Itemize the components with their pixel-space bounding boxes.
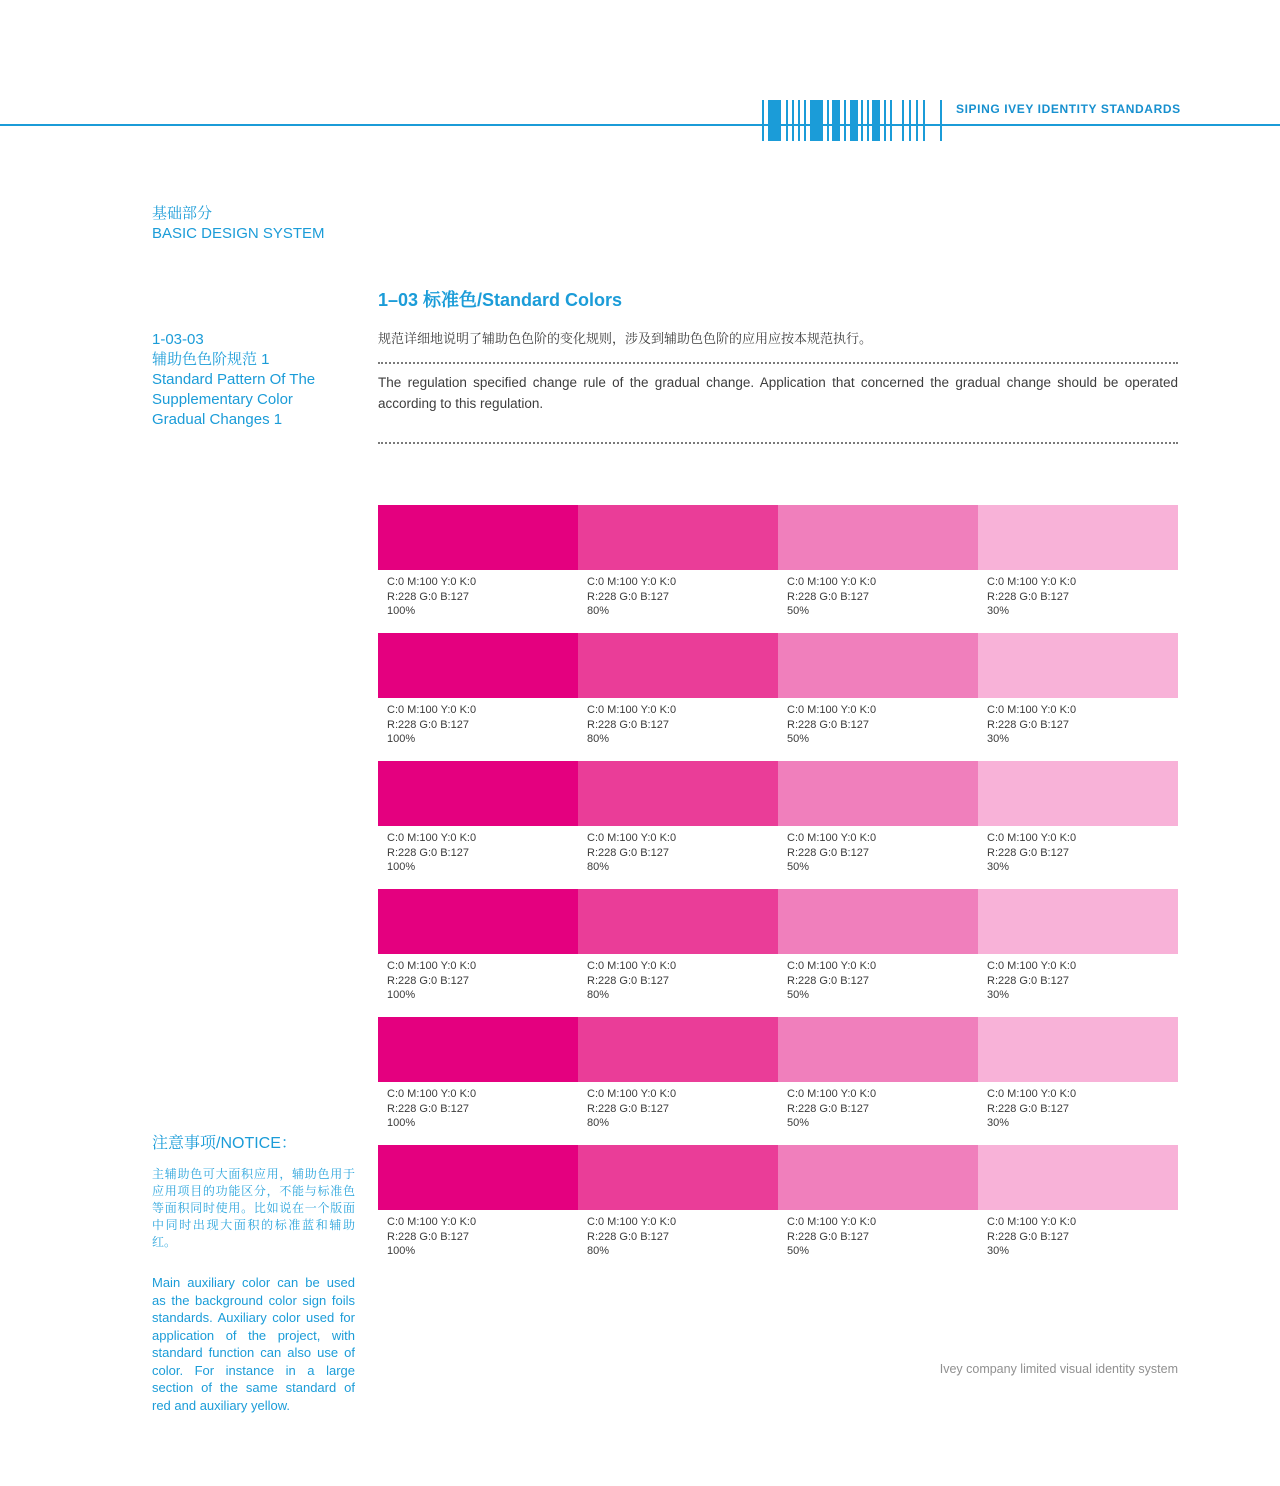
swatch-label: [978, 1210, 1178, 1259]
color-swatch-100: [378, 889, 578, 954]
swatch-rgb-label: R:228 G:0 B:127: [987, 974, 1069, 987]
barcode-icon: [762, 100, 925, 141]
swatch-row: [378, 761, 1178, 889]
swatch-strip: [378, 889, 1178, 954]
swatch-label: [978, 1082, 1178, 1131]
swatch-rgb-label: R:228 G:0 B:127: [987, 1102, 1069, 1115]
color-swatch-100: [378, 633, 578, 698]
swatch-cmyk-label: C:0 M:100 Y:0 K:0: [787, 704, 877, 716]
swatch-percent-label: 50%: [787, 605, 810, 617]
swatch-percent-label: 80%: [587, 989, 610, 1001]
color-swatch-50: [778, 761, 978, 826]
color-swatch-80: [578, 1017, 778, 1082]
color-swatch-80: [578, 761, 778, 826]
swatch-label: [378, 1082, 578, 1131]
color-swatch-100: [378, 761, 578, 826]
swatch-strip: [378, 761, 1178, 826]
swatch-label: [378, 826, 578, 875]
swatch-cmyk-label: C:0 M:100 Y:0 K:0: [987, 960, 1077, 972]
swatch-rgb-label: R:228 G:0 B:127: [587, 1230, 669, 1243]
swatch-label: [778, 698, 978, 747]
swatch-rgb-label: R:228 G:0 B:127: [387, 718, 469, 731]
swatch-rgb-label: R:228 G:0 B:127: [787, 590, 869, 603]
swatch-strip: [378, 633, 1178, 698]
intro-paragraph-zh: 规范详细地说明了辅助色色阶的变化规则，涉及到辅助色色阶的应用应按本规范执行。: [378, 331, 873, 346]
swatch-label: [378, 954, 578, 1003]
swatch-cmyk-label: C:0 M:100 Y:0 K:0: [387, 576, 477, 588]
notice-body-en: Main auxiliary color can be used as the background color sign foils standards. Auxiliary color used for application of the project, with standard function can also use of color. For instance in a large section of the same standard of red and auxiliary yellow.: [152, 1275, 355, 1413]
swatch-strip: [378, 1145, 1178, 1210]
color-swatch-100: [378, 505, 578, 570]
swatch-label: [778, 954, 978, 1003]
swatch-percent-label: 50%: [787, 733, 810, 745]
swatch-rgb-label: R:228 G:0 B:127: [587, 846, 669, 859]
color-swatch-80: [578, 633, 778, 698]
swatch-label: [578, 826, 778, 875]
swatch-cmyk-label: C:0 M:100 Y:0 K:0: [387, 1088, 477, 1100]
swatch-cmyk-label: C:0 M:100 Y:0 K:0: [587, 704, 677, 716]
swatch-percent-label: 100%: [387, 1117, 416, 1129]
swatch-cmyk-label: C:0 M:100 Y:0 K:0: [587, 1088, 677, 1100]
sidebar-section-index: [152, 330, 315, 430]
swatch-rgb-label: R:228 G:0 B:127: [587, 974, 669, 987]
swatch-cmyk-label: C:0 M:100 Y:0 K:0: [987, 704, 1077, 716]
section-title-en-line: Gradual Changes 1: [152, 411, 283, 428]
notice-section: [152, 1130, 355, 1414]
section-title-en-line: Standard Pattern Of The: [152, 371, 316, 388]
color-swatch-100: [378, 1017, 578, 1082]
swatch-percent-label: 100%: [387, 605, 416, 617]
swatch-cmyk-label: C:0 M:100 Y:0 K:0: [787, 832, 877, 844]
swatch-rgb-label: R:228 G:0 B:127: [387, 590, 469, 603]
swatch-percent-label: 80%: [587, 1245, 610, 1257]
color-swatch-80: [578, 1145, 778, 1210]
swatch-rgb-label: R:228 G:0 B:127: [787, 974, 869, 987]
color-swatch-30: [978, 633, 1178, 698]
swatch-cmyk-label: C:0 M:100 Y:0 K:0: [987, 832, 1077, 844]
section-label: [152, 204, 325, 244]
swatch-label: [778, 826, 978, 875]
swatch-rgb-label: R:228 G:0 B:127: [987, 590, 1069, 603]
color-swatch-100: [378, 1145, 578, 1210]
color-swatch-30: [978, 761, 1178, 826]
color-swatch-50: [778, 889, 978, 954]
swatch-rgb-label: R:228 G:0 B:127: [587, 1102, 669, 1115]
swatch-percent-label: 80%: [587, 605, 610, 617]
swatch-cmyk-label: C:0 M:100 Y:0 K:0: [387, 832, 477, 844]
swatch-labels: [378, 1210, 1178, 1259]
header-rule: [0, 124, 1280, 126]
swatch-percent-label: 100%: [387, 733, 416, 745]
swatch-labels: [378, 1082, 1178, 1131]
section-title-zh: 辅助色色阶规范 1: [152, 351, 270, 368]
color-swatch-50: [778, 633, 978, 698]
swatch-cmyk-label: C:0 M:100 Y:0 K:0: [987, 1088, 1077, 1100]
swatch-percent-label: 50%: [787, 861, 810, 873]
swatch-cmyk-label: C:0 M:100 Y:0 K:0: [387, 704, 477, 716]
swatch-percent-label: 80%: [587, 733, 610, 745]
swatch-rgb-label: R:228 G:0 B:127: [387, 846, 469, 859]
swatch-label: [978, 954, 1178, 1003]
swatch-rgb-label: R:228 G:0 B:127: [787, 718, 869, 731]
swatch-percent-label: 50%: [787, 1117, 810, 1129]
swatch-percent-label: 30%: [987, 1245, 1010, 1257]
swatch-label: [378, 570, 578, 619]
swatch-percent-label: 30%: [987, 861, 1010, 873]
color-swatch-30: [978, 889, 1178, 954]
swatch-cmyk-label: C:0 M:100 Y:0 K:0: [587, 576, 677, 588]
swatch-rgb-label: R:228 G:0 B:127: [987, 846, 1069, 859]
swatch-percent-label: 50%: [787, 989, 810, 1001]
swatch-row: [378, 889, 1178, 1017]
swatch-percent-label: 50%: [787, 1245, 810, 1257]
swatch-rgb-label: R:228 G:0 B:127: [787, 846, 869, 859]
swatch-rgb-label: R:228 G:0 B:127: [387, 1102, 469, 1115]
swatch-rgb-label: R:228 G:0 B:127: [587, 718, 669, 731]
color-swatch-30: [978, 1017, 1178, 1082]
swatch-rgb-label: R:228 G:0 B:127: [587, 590, 669, 603]
swatch-label: [378, 1210, 578, 1259]
swatch-cmyk-label: C:0 M:100 Y:0 K:0: [987, 1216, 1077, 1228]
swatch-cmyk-label: C:0 M:100 Y:0 K:0: [787, 576, 877, 588]
swatch-cmyk-label: C:0 M:100 Y:0 K:0: [987, 576, 1077, 588]
swatch-cmyk-label: C:0 M:100 Y:0 K:0: [387, 1216, 477, 1228]
swatch-label: [978, 698, 1178, 747]
swatch-cmyk-label: C:0 M:100 Y:0 K:0: [787, 960, 877, 972]
color-swatch-80: [578, 889, 778, 954]
swatch-percent-label: 100%: [387, 861, 416, 873]
swatch-percent-label: 100%: [387, 1245, 416, 1257]
section-label-zh: 基础部分: [152, 205, 213, 222]
swatch-row: [378, 633, 1178, 761]
swatch-labels: [378, 954, 1178, 1003]
swatch-percent-label: 30%: [987, 733, 1010, 745]
swatch-rgb-label: R:228 G:0 B:127: [787, 1102, 869, 1115]
section-title-en-line: Supplementary Color: [152, 391, 293, 408]
swatch-label: [978, 570, 1178, 619]
notice-body-zh: 主辅助色可大面积应用，辅助色用于应用项目的功能区分，不能与标准色等面积同时使用。比如说在一个版面中同时出现大面积的标准蓝和辅助红。: [152, 1167, 355, 1249]
swatch-row: [378, 1145, 1178, 1273]
color-swatch-80: [578, 505, 778, 570]
swatch-cmyk-label: C:0 M:100 Y:0 K:0: [587, 960, 677, 972]
swatch-rgb-label: R:228 G:0 B:127: [387, 1230, 469, 1243]
swatch-cmyk-label: C:0 M:100 Y:0 K:0: [787, 1216, 877, 1228]
swatch-label: [578, 698, 778, 747]
swatch-percent-label: 80%: [587, 861, 610, 873]
swatch-rgb-label: R:228 G:0 B:127: [987, 718, 1069, 731]
color-swatch-30: [978, 1145, 1178, 1210]
color-swatch-50: [778, 505, 978, 570]
swatch-label: [978, 826, 1178, 875]
swatch-cmyk-label: C:0 M:100 Y:0 K:0: [587, 832, 677, 844]
header-title: SIPING IVEY IDENTITY STANDARDS: [956, 102, 1181, 116]
swatch-labels: [378, 826, 1178, 875]
swatch-percent-label: 30%: [987, 1117, 1010, 1129]
footer-text: Ivey company limited visual identity system: [939, 1362, 1178, 1376]
swatch-strip: [378, 505, 1178, 570]
swatch-percent-label: 80%: [587, 1117, 610, 1129]
swatch-row: [378, 505, 1178, 633]
swatch-label: [778, 1210, 978, 1259]
swatch-labels: [378, 698, 1178, 747]
swatch-label: [578, 954, 778, 1003]
swatch-cmyk-label: C:0 M:100 Y:0 K:0: [787, 1088, 877, 1100]
swatch-rgb-label: R:228 G:0 B:127: [387, 974, 469, 987]
swatch-strip: [378, 1017, 1178, 1082]
header-separator: [940, 100, 942, 141]
swatch-labels: [378, 570, 1178, 619]
dotted-divider: [378, 362, 1178, 364]
section-code: 1-03-03: [152, 331, 204, 348]
swatch-row: [378, 1017, 1178, 1145]
swatch-rows: [378, 505, 1178, 1273]
swatch-label: [378, 698, 578, 747]
swatch-percent-label: 30%: [987, 605, 1010, 617]
intro-paragraph-en: The regulation specified change rule of the gradual change. Application that concerned the gradual change should be operated according to this regulation.: [378, 375, 1178, 411]
swatch-cmyk-label: C:0 M:100 Y:0 K:0: [387, 960, 477, 972]
swatch-label: [578, 570, 778, 619]
swatch-label: [578, 1082, 778, 1131]
swatch-label: [778, 570, 978, 619]
swatch-rgb-label: R:228 G:0 B:127: [787, 1230, 869, 1243]
page-title: 1–03 标准色/Standard Colors: [378, 290, 623, 310]
color-swatch-50: [778, 1017, 978, 1082]
color-swatch-50: [778, 1145, 978, 1210]
section-label-en: BASIC DESIGN SYSTEM: [152, 225, 325, 242]
swatch-percent-label: 100%: [387, 989, 416, 1001]
notice-heading: 注意事项/NOTICE：: [152, 1135, 297, 1152]
swatch-rgb-label: R:228 G:0 B:127: [987, 1230, 1069, 1243]
swatch-cmyk-label: C:0 M:100 Y:0 K:0: [587, 1216, 677, 1228]
dotted-divider: [378, 442, 1178, 444]
swatch-percent-label: 30%: [987, 989, 1010, 1001]
swatch-label: [578, 1210, 778, 1259]
color-swatch-30: [978, 505, 1178, 570]
swatch-label: [778, 1082, 978, 1131]
